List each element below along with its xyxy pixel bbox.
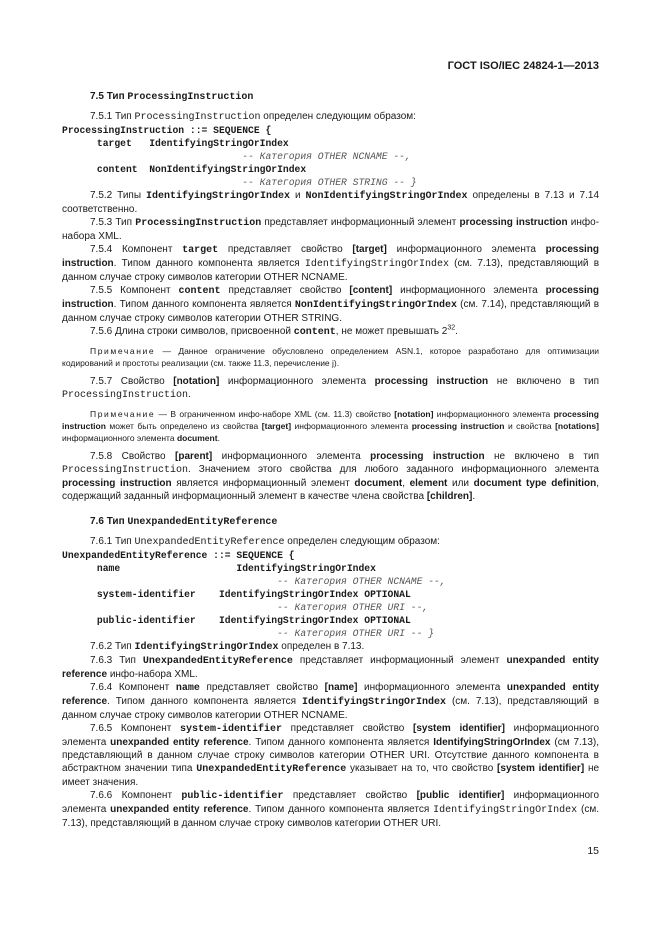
para-7-5-1: 7.5.1 Тип ProcessingInstruction определен следующим образом: xyxy=(90,111,416,123)
code-block-processing-instruction: ProcessingInstruction ::= SEQUENCE { target IdentifyingStringOrIndex -- Категория OTHER NCNAME --, content NonIdentifyingStringOrIndex -- Категория OTHER STRING -- } xyxy=(62,125,417,188)
page-number: 15 xyxy=(587,845,599,857)
note-7-5-6: Примечание — Данное ограничение обусловлено определением ASN.1, которое разработано для оптимизации кодирований и простоты реализации (см. также 11.3, перечисление j). xyxy=(62,346,599,368)
section-title-7-6: 7.6 Тип UnexpandedEntityReference xyxy=(90,516,278,528)
para-7-6-2: 7.6.2 Тип IdentifyingStringOrIndex определен в 7.13. xyxy=(90,641,365,653)
para-7-5-7: 7.5.7 Свойство [notation] информационного элемента processing instruction не включено в тип ProcessingInstruction. xyxy=(62,376,600,401)
para-7-5-5: 7.5.5 Компонент content представляет свойство [content] информационного элемента processing instruction. Типом данного компонента является NonIdentifyingStringOrIndex (см. 7.14), представляющий в данном случае строку символов категории OTHER STRING. xyxy=(62,285,600,324)
note-7-5-7: Примечание — В ограниченном инфо-наборе XML (см. 11.3) свойство [notation] информационного элемента processing instruction может быть определено из свойства [target] информационного элемента processing instruction и свойства [notations] информационного элемента document. xyxy=(62,409,599,443)
para-7-6-6: 7.6.6 Компонент public-identifier представляет свойство [public identifier] информационного элемента unexpanded entity reference. Типом данного компонента является IdentifyingStringOrIndex (см. 7.13), представляющий в данном случае строку символов категории OTHER URI. xyxy=(62,790,600,829)
para-7-6-5: 7.6.5 Компонент system-identifier представляет свойство [system identifier] информационного элемента unexpanded entity reference. Типом данного компонента является IdentifyingStringOrIndex (см 7.13), представляющий в данном случае строку символов категории OTHER URI. Отсутствие данного компонента в абстрактном значении типа UnexpandedEntityReference указывает на то, что свойство [system identifier] не имеет значения. xyxy=(62,723,600,788)
para-7-5-6: 7.5.6 Длина строки символов, присвоенной content, не может превышать $2^{32}$. xyxy=(90,324,458,338)
para-7-5-4: 7.5.4 Компонент target представляет свойство [target] информационного элемента processing instruction. Типом данного компонента является IdentifyingStringOrIndex (см. 7.13), представляющий в данном случае строку символов категории OTHER NCNAME. xyxy=(62,244,600,283)
page-body xyxy=(62,90,599,830)
para-7-5-3: 7.5.3 Тип ProcessingInstruction представляет информационный элемент processing instruction инфо-набора XML. xyxy=(62,217,600,242)
code-block-unexpanded-entity-reference: UnexpandedEntityReference ::= SEQUENCE { name IdentifyingStringOrIndex -- Категория OTHER NCNAME --, system-identifier IdentifyingStringOrIndex OPTIONAL -- Категория OTHER URI --, public-identifier IdentifyingStringOrIndex OPTIONAL -- Категория OTHER URI -- } xyxy=(62,550,446,639)
para-7-5-8: 7.5.8 Свойство [parent] информационного элемента processing instruction не включено в тип ProcessingInstruction. Значением этого свойства для любого заданного информационного элемента processing instruction является информационный элемент document, element или document type definition, содержащий заданный информационный элемент в качестве члена свойства [children]. xyxy=(62,451,600,502)
para-7-6-1: 7.6.1 Тип UnexpandedEntityReference определен следующим образом: xyxy=(90,536,440,548)
section-title-7-5: 7.5 Тип ProcessingInstruction xyxy=(90,91,254,103)
document-header: ГОСТ ISO/IEC 24824-1—2013 xyxy=(447,60,599,72)
para-7-5-2: 7.5.2 Типы IdentifyingStringOrIndex и NonIdentifyingStringOrIndex определены в 7.13 и 7.14 соответственно. xyxy=(62,190,600,215)
para-7-6-3: 7.6.3 Тип UnexpandedEntityReference представляет информационный элемент unexpanded entity reference инфо-набора XML. xyxy=(62,655,599,680)
para-7-6-4: 7.6.4 Компонент name представляет свойство [name] информационного элемента unexpanded entity reference. Типом данного компонента является IdentifyingStringOrIndex (см. 7.13), представляющий в данном случае строку символов категории OTHER NCNAME. xyxy=(62,682,600,721)
